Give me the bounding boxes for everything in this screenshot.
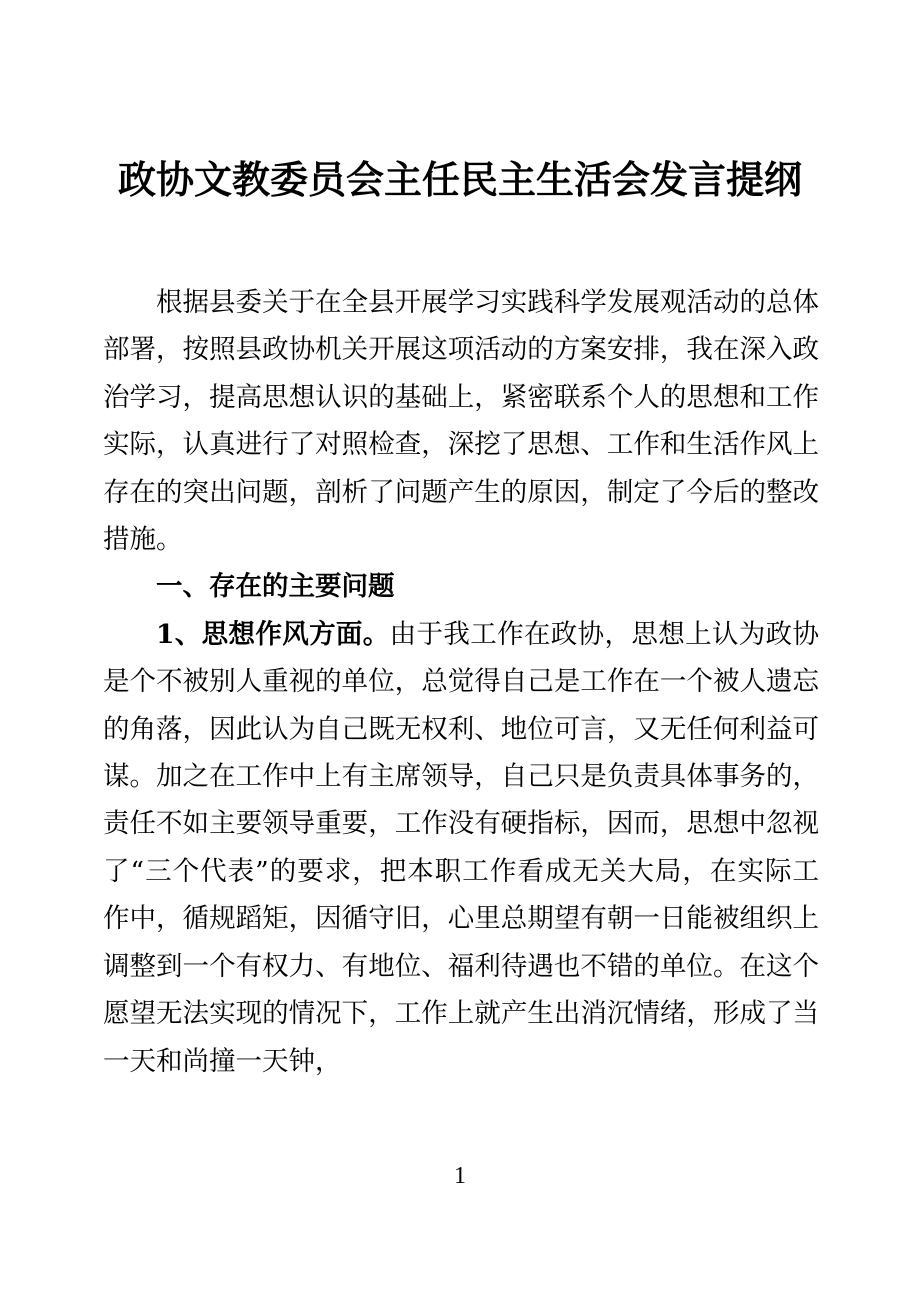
document-body — [103, 279, 819, 1085]
document-title: 政协文教委员会主任民主生活会发言提纲 — [117, 158, 802, 202]
section-heading: 一、存在的主要问题 — [156, 571, 395, 603]
intro-paragraph: 根据县委关于在全县开展学习实践科学发展观活动的总体部署，按照县政协机关开展这项活动的方案安排，我在深入政治学习，提高思想认识的基础上，紧密联系个人的思想和工作实际，认真进行了对照检查，深挖了思想、工作和生活作风上存在的突出问题，剖析了问题产生的原因，制定了今后的整改措施。 — [103, 287, 819, 556]
item-paragraph — [103, 611, 819, 1085]
item-lead: 1、思想作风方面。 — [156, 618, 390, 650]
item-text: 由于我工作在政协，思想上认为政协是个不被别人重视的单位，总觉得自己是工作在一个被人遗忘的角落，因此认为自己既无权利、地位可言，又无任何利益可谋。加之在工作中上有主席领导，自己只是负责具体事务的，责任不如主要领导重要，工作没有硬指标，因而，思想中忽视了“三个代表”的要求，把本职工作看成无关大局，在实际工作中，循规蹈矩，因循守旧，心里总期望有朝一日能被组织上调整到一个有权力、有地位、福利待遇也不错的单位。在这个愿望无法实现的情况下，工作上就产生出消沉情绪，形成了当一天和尚撞一天钟， — [103, 618, 819, 1077]
page-number: 1 — [454, 1163, 466, 1189]
